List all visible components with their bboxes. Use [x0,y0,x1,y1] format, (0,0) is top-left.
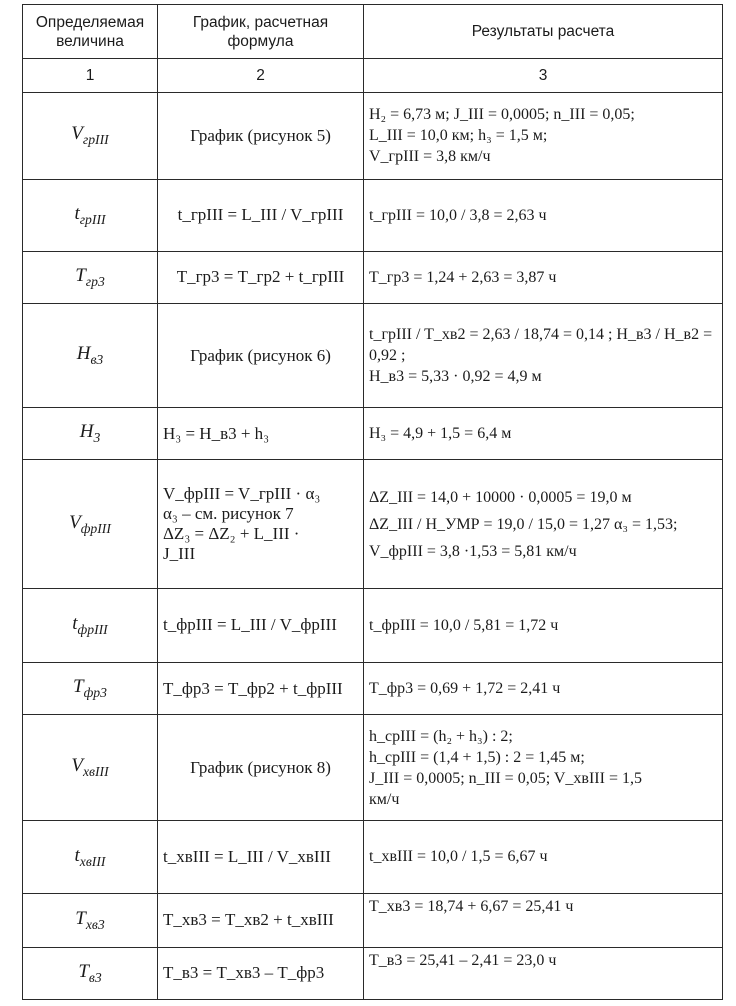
quantity-cell: $T_{гр3}$ [23,251,158,303]
table-row [23,715,723,821]
column-number-row [23,59,723,93]
header-formula: График, расчетная формула [158,5,364,59]
table-row [23,947,723,999]
result-cell: T_в3 = 25,41 – 2,41 = 23,0 ч [364,947,723,999]
table-row [23,821,723,893]
result-cell: T_хв3 = 18,74 + 6,67 = 25,41 ч [364,893,723,947]
result-cell: t_грIII = 10,0 / 3,8 = 2,63 ч [364,179,723,251]
formula-cell: T_хв3 = T_хв2 + t_хвIII [158,893,364,947]
formula-cell: T_в3 = T_хв3 – T_фр3 [158,947,364,999]
quantity-cell: $V_{хвIII}$ [23,715,158,821]
table-row [23,408,723,460]
calculation-table [22,4,723,1000]
column-number-2: 2 [158,59,364,93]
result-cell: H₂ = 6,73 м; J_III = 0,0005; n_III = 0,05; L_III = 10,0 км; h₃ = 1,5 м; V_грIII = 3,8 км/ч [364,93,723,179]
table-row [23,662,723,714]
formula-cell: V_фрIII = V_грIII · α₃ α₃ – см. рисунок 7 ΔZ₃ = ΔZ₂ + L_III · J_III [158,460,364,588]
formula-cell: График (рисунок 5) [158,93,364,179]
header-quantity: Определяемая величина [23,5,158,59]
column-number-3: 3 [364,59,723,93]
formula-cell: t_хвIII = L_III / V_хвIII [158,821,364,893]
column-number-1: 1 [23,59,158,93]
table-row [23,460,723,588]
formula-cell: H₃ = H_в3 + h₃ [158,408,364,460]
table-row [23,251,723,303]
quantity-cell: $V_{грIII}$ [23,93,158,179]
quantity-cell: $t_{грIII}$ [23,179,158,251]
quantity-cell: $T_{фр3}$ [23,662,158,714]
formula-cell: График (рисунок 6) [158,303,364,407]
table-row [23,179,723,251]
quantity-cell: $t_{хвIII}$ [23,821,158,893]
table-row [23,893,723,947]
quantity-cell: $H_3$ [23,408,158,460]
formula-cell: T_гр3 = T_гр2 + t_грIII [158,251,364,303]
result-cell: H₃ = 4,9 + 1,5 = 6,4 м [364,408,723,460]
header-row [23,5,723,59]
result-cell: t_хвIII = 10,0 / 1,5 = 6,67 ч [364,821,723,893]
quantity-cell: $V_{фрIII}$ [23,460,158,588]
quantity-cell: $H_{в3}$ [23,303,158,407]
formula-cell: t_грIII = L_III / V_грIII [158,179,364,251]
quantity-cell: $T_{в3}$ [23,947,158,999]
table-row [23,303,723,407]
formula-cell: T_фр3 = T_фр2 + t_фрIII [158,662,364,714]
table-row [23,93,723,179]
table-row [23,588,723,662]
formula-cell: График (рисунок 8) [158,715,364,821]
result-cell: T_фр3 = 0,69 + 1,72 = 2,41 ч [364,662,723,714]
header-result: Результаты расчета [364,5,723,59]
result-cell: T_гр3 = 1,24 + 2,63 = 3,87 ч [364,251,723,303]
quantity-cell: $t_{фрIII}$ [23,588,158,662]
result-cell: h_срIII = (h₂ + h₃) : 2; h_срIII = (1,4 + 1,5) : 2 = 1,45 м; J_III = 0,0005; n_III = 0,05; V_хвIII = 1,5 км/ч [364,715,723,821]
quantity-cell: $T_{хв3}$ [23,893,158,947]
result-cell: t_фрIII = 10,0 / 5,81 = 1,72 ч [364,588,723,662]
formula-cell: t_фрIII = L_III / V_фрIII [158,588,364,662]
result-cell: ΔZ_III = 14,0 + 10000 · 0,0005 = 19,0 м ΔZ_III / H_УМР = 19,0 / 15,0 = 1,27 α₃ = 1,53; V_фрIII = 3,8 ·1,53 = 5,81 км/ч [364,460,723,588]
result-cell: t_грIII / T_хв2 = 2,63 / 18,74 = 0,14 ; H_в3 / H_в2 = 0,92 ; H_в3 = 5,33 · 0,92 = 4,9 м [364,303,723,407]
